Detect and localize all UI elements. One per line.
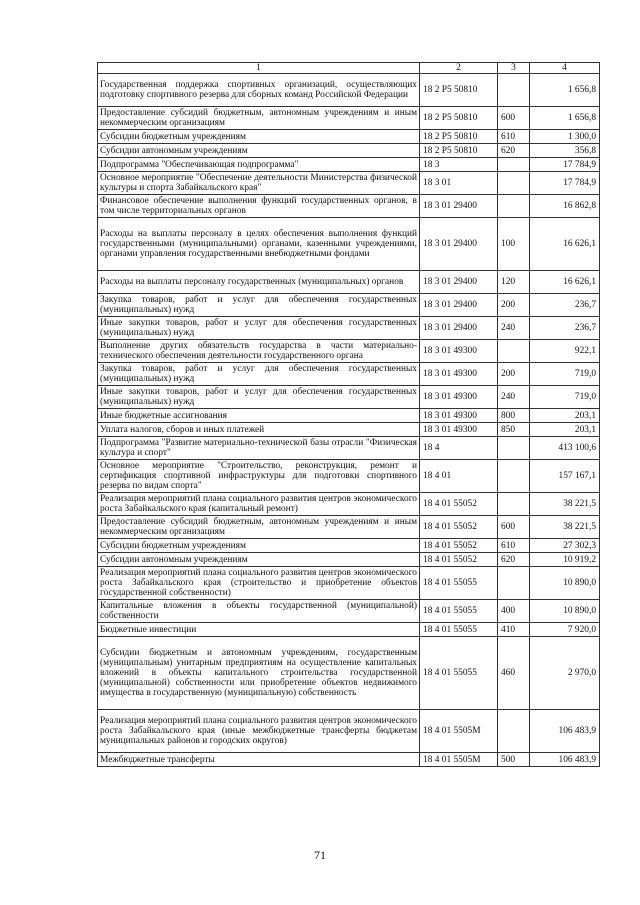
expense-type-cell: 120 (498, 271, 530, 294)
expense-type-cell: 620 (498, 553, 530, 567)
expense-type-cell: 620 (498, 144, 530, 158)
budget-table (97, 62, 600, 767)
table-row (98, 423, 600, 437)
target-code-cell: 18 4 01 55055 (420, 637, 498, 710)
expense-type-cell: 800 (498, 409, 530, 423)
page-number: 71 (314, 848, 326, 862)
amount-cell: 17 784,9 (530, 172, 600, 195)
expense-type-cell: 240 (498, 317, 530, 340)
table-row (98, 567, 600, 600)
amount-cell: 1 656,8 (530, 107, 600, 130)
amount-cell: 7 920,0 (530, 623, 600, 637)
expense-type-cell (498, 74, 530, 107)
amount-cell: 356,8 (530, 144, 600, 158)
expense-name-cell: Реализация мероприятий плана социального развития центров экономического роста Забайкальского края (иные межбюджетные трансферты бюджетам муниципальных районов и городских округов) (98, 710, 420, 753)
expense-name-cell: Закупка товаров, работ и услуг для обеспечения государственных (муниципальных) нужд (98, 294, 420, 317)
table-row (98, 195, 600, 218)
table-row (98, 753, 600, 767)
expense-type-cell (498, 340, 530, 363)
target-code-cell: 18 4 01 (420, 460, 498, 493)
amount-cell: 413 100,6 (530, 437, 600, 460)
amount-cell: 17 784,9 (530, 158, 600, 172)
expense-name-cell: Иные бюджетные ассигнования (98, 409, 420, 423)
target-code-cell: 18 2 P5 50810 (420, 144, 498, 158)
expense-name-cell: Реализация мероприятий плана социального развития центров экономического роста Забайкальского края (капитальный ремонт) (98, 493, 420, 516)
target-code-cell: 18 3 (420, 158, 498, 172)
amount-cell: 2 970,0 (530, 637, 600, 710)
expense-type-cell (498, 493, 530, 516)
expense-name-cell: Уплата налогов, сборов и иных платежей (98, 423, 420, 437)
target-code-cell: 18 3 01 29400 (420, 195, 498, 218)
amount-cell: 10 919,2 (530, 553, 600, 567)
expense-name-cell: Субсидии бюджетным учреждениям (98, 539, 420, 553)
table-row (98, 158, 600, 172)
expense-name-cell: Основное мероприятие "Обеспечение деятельности Министерства физической культуры и спорта Забайкальского края" (98, 172, 420, 195)
expense-type-cell (498, 195, 530, 218)
amount-cell: 1 300,0 (530, 130, 600, 144)
expense-name-cell: Межбюджетные трансферты (98, 753, 420, 767)
amount-cell: 1 656,8 (530, 74, 600, 107)
table-row (98, 623, 600, 637)
target-code-cell: 18 3 01 29400 (420, 317, 498, 340)
table-row (98, 317, 600, 340)
target-code-cell: 18 4 01 5505M (420, 753, 498, 767)
table-row (98, 340, 600, 363)
amount-cell: 922,1 (530, 340, 600, 363)
column-header: 4 (530, 63, 600, 74)
expense-name-cell: Субсидии автономным учреждениям (98, 144, 420, 158)
amount-cell: 106 483,9 (530, 753, 600, 767)
expense-name-cell: Субсидии автономным учреждениям (98, 553, 420, 567)
expense-type-cell: 410 (498, 623, 530, 637)
amount-cell: 203,1 (530, 423, 600, 437)
target-code-cell: 18 2 P5 50810 (420, 130, 498, 144)
amount-cell: 203,1 (530, 409, 600, 423)
table-row (98, 294, 600, 317)
expense-type-cell: 850 (498, 423, 530, 437)
expense-name-cell: Иные закупки товаров, работ и услуг для обеспечения государственных (муниципальных) нужд (98, 317, 420, 340)
amount-cell: 38 221,5 (530, 516, 600, 539)
expense-name-cell: Капитальные вложения в объекты государственной (муниципальной) собственности (98, 600, 420, 623)
amount-cell: 38 221,5 (530, 493, 600, 516)
column-header: 3 (498, 63, 530, 74)
table-row (98, 710, 600, 753)
amount-cell: 236,7 (530, 317, 600, 340)
expense-name-cell: Закупка товаров, работ и услуг для обеспечения государственных (муниципальных) нужд (98, 363, 420, 386)
table-row (98, 271, 600, 294)
target-code-cell: 18 4 01 55055 (420, 600, 498, 623)
target-code-cell: 18 4 01 55052 (420, 516, 498, 539)
table-row (98, 600, 600, 623)
table-row (98, 637, 600, 710)
table-row (98, 107, 600, 130)
table-row (98, 437, 600, 460)
target-code-cell: 18 4 01 55052 (420, 493, 498, 516)
expense-name-cell: Предоставление субсидий бюджетным, автономным учреждениям и иным некоммерческим организациям (98, 516, 420, 539)
table-row (98, 386, 600, 409)
expense-type-cell (498, 460, 530, 493)
table-row (98, 493, 600, 516)
amount-cell: 16 862,8 (530, 195, 600, 218)
expense-type-cell (498, 437, 530, 460)
expense-type-cell: 240 (498, 386, 530, 409)
column-header: 1 (98, 63, 420, 74)
expense-type-cell: 600 (498, 516, 530, 539)
expense-type-cell: 200 (498, 363, 530, 386)
expense-name-cell: Реализация мероприятий плана социального развития центров экономического роста Забайкальского края (строительство и приобретение объектов государственной собственности) (98, 567, 420, 600)
expense-name-cell: Финансовое обеспечение выполнения функций государственных органов, в том числе территориальных органов (98, 195, 420, 218)
expense-name-cell: Государственная поддержка спортивных организаций, осуществляющих подготовку спортивного резерва для сборных команд Российской Федерации (98, 74, 420, 107)
expense-name-cell: Субсидии бюджетным и автономным учреждениям, государственным (муниципальным) унитарным предприятиям на осуществление капитальных вложений в объекты капитального строительства государственной (муниципальной) собственности или приобретение объектов недвижимого имущества в государственную (муниципальную) собственность (98, 637, 420, 710)
amount-cell: 27 302,3 (530, 539, 600, 553)
table-row (98, 172, 600, 195)
expense-type-cell (498, 172, 530, 195)
amount-cell: 157 167,1 (530, 460, 600, 493)
target-code-cell: 18 4 (420, 437, 498, 460)
expense-type-cell: 610 (498, 130, 530, 144)
expense-name-cell: Выполнение других обязательств государства в части материально-технического обеспечения деятельности государственного органа (98, 340, 420, 363)
target-code-cell: 18 3 01 29400 (420, 294, 498, 317)
target-code-cell: 18 2 P5 50810 (420, 107, 498, 130)
table-row (98, 516, 600, 539)
target-code-cell: 18 3 01 (420, 172, 498, 195)
target-code-cell: 18 4 01 55055 (420, 623, 498, 637)
expense-name-cell: Предоставление субсидий бюджетным, автономным учреждениям и иным некоммерческим организациям (98, 107, 420, 130)
target-code-cell: 18 4 01 55052 (420, 539, 498, 553)
expense-type-cell: 600 (498, 107, 530, 130)
target-code-cell: 18 4 01 55055 (420, 567, 498, 600)
column-header: 2 (420, 63, 498, 74)
expense-name-cell: Субсидии бюджетным учреждениям (98, 130, 420, 144)
expense-name-cell: Основное мероприятие "Строительство, реконструкция, ремонт и сертификация спортивной инфраструктуры для подготовки спортивного резерва по видам спорта" (98, 460, 420, 493)
expense-type-cell: 400 (498, 600, 530, 623)
expense-type-cell: 610 (498, 539, 530, 553)
expense-type-cell: 100 (498, 218, 530, 271)
expense-name-cell: Расходы на выплаты персоналу в целях обеспечения выполнения функций государственными (муниципальными) органами, казенными учреждениями, органами управления государственными внебюджетными фондами (98, 218, 420, 271)
expense-type-cell: 460 (498, 637, 530, 710)
target-code-cell: 18 3 01 29400 (420, 218, 498, 271)
amount-cell: 719,0 (530, 386, 600, 409)
expense-name-cell: Подпрограмма "Развитие материально-технической базы отрасли "Физическая культура и спорт" (98, 437, 420, 460)
amount-cell: 106 483,9 (530, 710, 600, 753)
expense-type-cell (498, 710, 530, 753)
table-row (98, 409, 600, 423)
expense-type-cell (498, 567, 530, 600)
amount-cell: 16 626,1 (530, 271, 600, 294)
table-row (98, 130, 600, 144)
expense-name-cell: Иные закупки товаров, работ и услуг для обеспечения государственных (муниципальных) нужд (98, 386, 420, 409)
target-code-cell: 18 2 P5 50810 (420, 74, 498, 107)
table-row (98, 218, 600, 271)
amount-cell: 16 626,1 (530, 218, 600, 271)
amount-cell: 236,7 (530, 294, 600, 317)
target-code-cell: 18 4 01 55052 (420, 553, 498, 567)
target-code-cell: 18 3 01 49300 (420, 386, 498, 409)
target-code-cell: 18 3 01 49300 (420, 423, 498, 437)
table-row (98, 553, 600, 567)
target-code-cell: 18 3 01 29400 (420, 271, 498, 294)
expense-name-cell: Расходы на выплаты персоналу государственных (муниципальных) органов (98, 271, 420, 294)
table-row (98, 74, 600, 107)
table-header-row (98, 63, 600, 74)
table-row (98, 539, 600, 553)
target-code-cell: 18 4 01 5505M (420, 710, 498, 753)
expense-type-cell: 200 (498, 294, 530, 317)
target-code-cell: 18 3 01 49300 (420, 340, 498, 363)
expense-type-cell: 500 (498, 753, 530, 767)
target-code-cell: 18 3 01 49300 (420, 363, 498, 386)
expense-type-cell (498, 158, 530, 172)
target-code-cell: 18 3 01 49300 (420, 409, 498, 423)
expense-name-cell: Бюджетные инвестиции (98, 623, 420, 637)
table-row (98, 460, 600, 493)
expense-name-cell: Подпрограмма "Обеспечивающая подпрограмма" (98, 158, 420, 172)
table-row (98, 363, 600, 386)
table-row (98, 144, 600, 158)
amount-cell: 719,0 (530, 363, 600, 386)
amount-cell: 10 890,0 (530, 600, 600, 623)
amount-cell: 10 890,0 (530, 567, 600, 600)
